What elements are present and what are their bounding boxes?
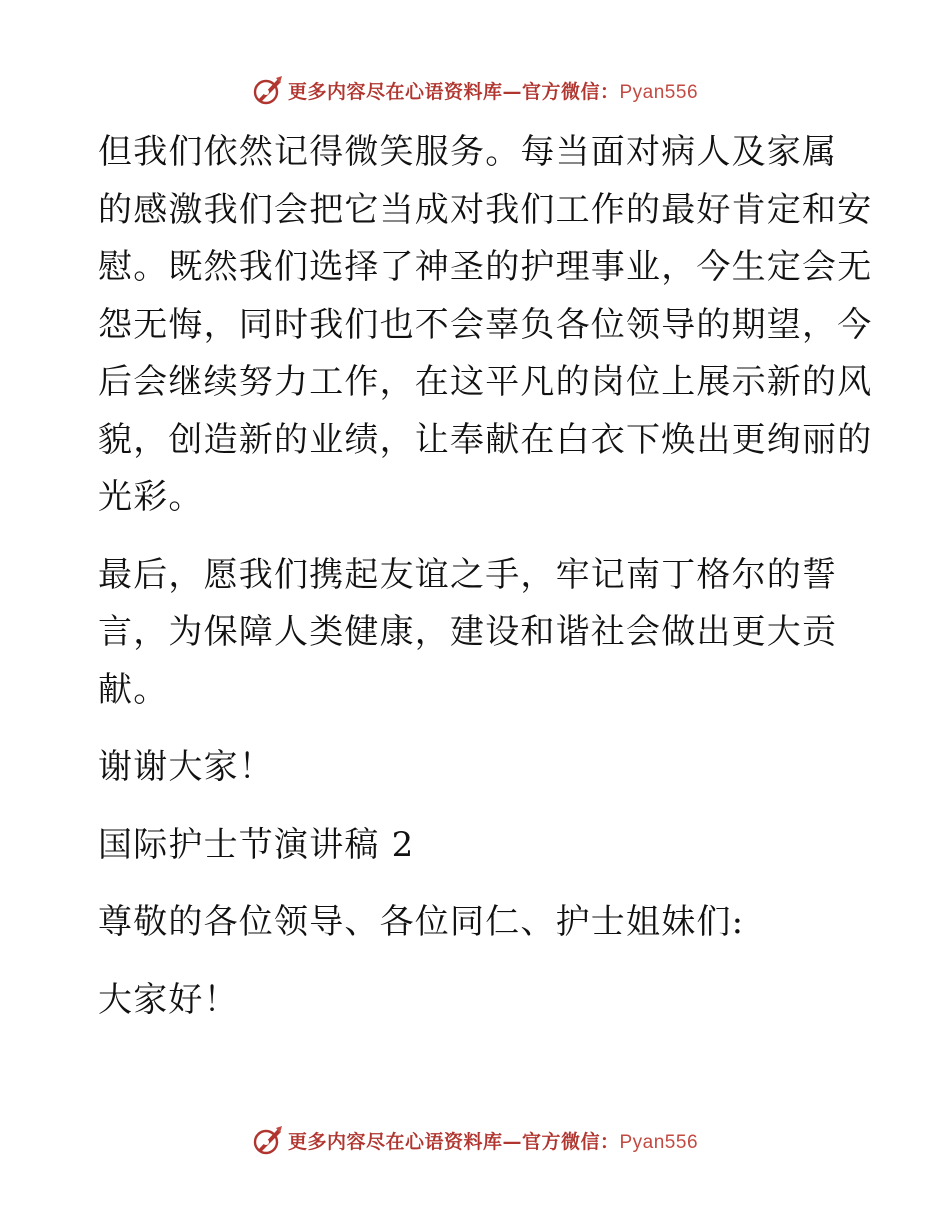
paragraph-thanks <box>98 739 858 797</box>
quill-logo-icon <box>252 74 284 106</box>
paragraph-smile-service <box>98 124 873 527</box>
footer-banner-text <box>288 1127 698 1154</box>
footer-banner <box>0 1120 950 1160</box>
text-line: 光彩。 <box>98 477 204 517</box>
text-line: 貌，创造新的业绩，让奉献在白衣下焕出更绚丽的 <box>98 419 873 460</box>
text-line: 大家好！ <box>98 979 239 1020</box>
text-line: 的感激我们会把它当成对我们工作的最好肯定和安 <box>98 189 873 230</box>
header-banner-text <box>288 77 698 104</box>
header-account-text: Pyan556 <box>619 81 699 103</box>
text-line: 言，为保障人类健康，建设和谐社会做出更大贡 <box>98 612 838 652</box>
header-site-text: 更多内容尽在心语资料库—官方微信： <box>287 80 620 103</box>
text-line: 尊敬的各位领导、各位同仁、护士姐妹们: <box>98 902 745 942</box>
text-line: 但我们依然记得微笑服务。每当面对病人及家属 <box>98 132 838 172</box>
footer-account-text: Pyan556 <box>619 1131 699 1153</box>
text-line: 后会继续努力工作，在这平凡的岗位上展示新的风 <box>98 362 873 402</box>
text-line: 国际护士节演讲稿 2 <box>98 824 415 865</box>
document-body <box>98 124 873 1029</box>
paragraph-closing <box>98 547 858 720</box>
footer-site-text: 更多内容尽在心语资料库—官方微信： <box>287 1130 620 1153</box>
quill-logo-icon <box>252 1124 284 1156</box>
text-line: 献。 <box>98 669 169 710</box>
text-line: 谢谢大家！ <box>98 747 274 787</box>
header-banner <box>0 70 950 110</box>
paragraph-greeting <box>98 972 858 1030</box>
section-heading <box>98 817 858 875</box>
text-line: 最后，愿我们携起友谊之手，牢记南丁格尔的誓 <box>98 554 838 595</box>
paragraph-salutation <box>98 894 858 952</box>
text-line: 怨无悔，同时我们也不会辜负各位领导的期望，今 <box>98 304 873 345</box>
text-line: 慰。既然我们选择了神圣的护理事业，今生定会无 <box>98 247 873 287</box>
